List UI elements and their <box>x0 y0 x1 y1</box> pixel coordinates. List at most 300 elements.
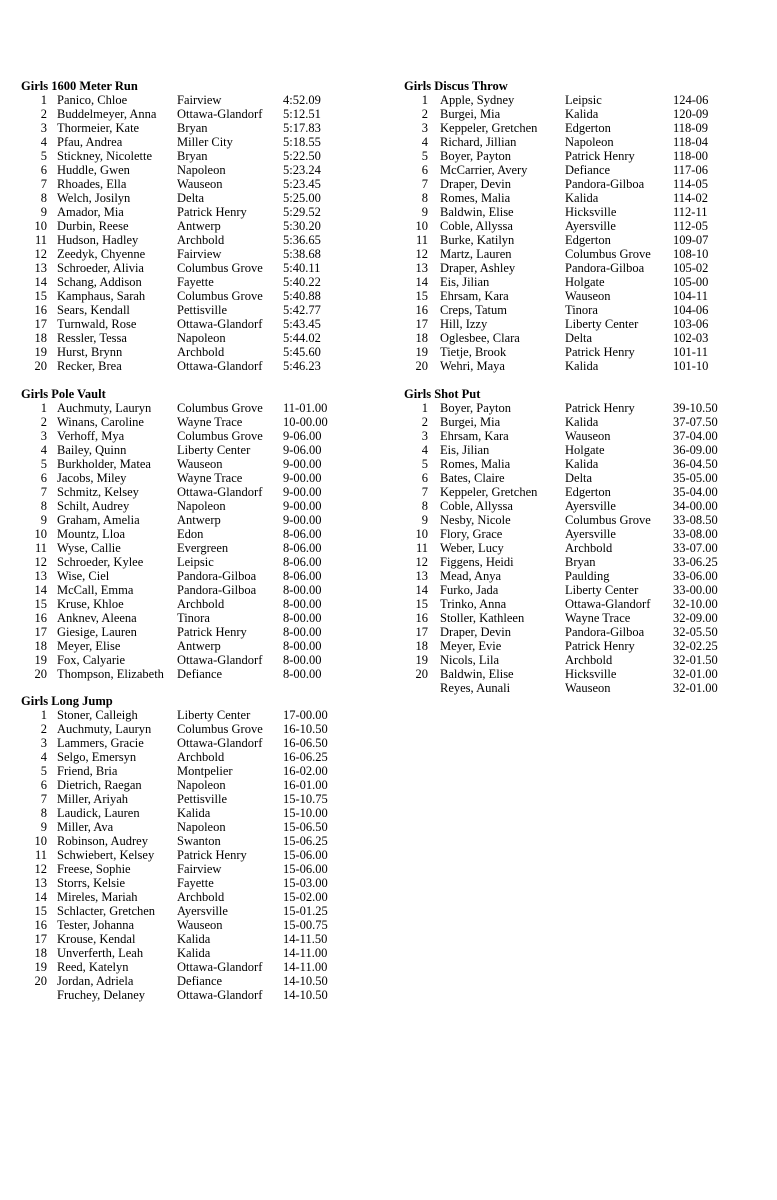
athlete-name: Zeedyk, Chyenne <box>57 247 146 261</box>
team: Delta <box>565 331 593 345</box>
mark: 11-01.00 <box>283 401 328 415</box>
result-row <box>404 639 744 653</box>
mark: 37-04.00 <box>673 429 718 443</box>
place: 13 <box>34 261 47 275</box>
athlete-name: Unverferth, Leah <box>57 946 144 960</box>
result-row <box>404 359 744 373</box>
team: Hicksville <box>565 205 617 219</box>
result-row <box>404 429 744 443</box>
athlete-name: Romes, Malia <box>440 457 511 471</box>
team: Ayersville <box>565 527 616 541</box>
mark: 32-01.50 <box>673 653 718 667</box>
place: 3 <box>40 121 47 135</box>
place: 2 <box>40 107 47 121</box>
athlete-name: Burgei, Mia <box>440 415 501 429</box>
team: Edgerton <box>565 121 611 135</box>
team: Napoleon <box>565 135 614 149</box>
mark: 5:12.51 <box>283 107 321 121</box>
mark: 5:18.55 <box>283 135 321 149</box>
team: Columbus Grove <box>565 513 651 527</box>
place: 7 <box>40 485 47 499</box>
result-row <box>404 247 744 261</box>
team: Holgate <box>565 443 605 457</box>
team: Paulding <box>565 569 610 583</box>
athlete-name: Wise, Ciel <box>57 569 110 583</box>
mark: 17-00.00 <box>283 708 328 722</box>
place: 10 <box>34 219 47 233</box>
team: Antwerp <box>177 219 221 233</box>
result-row <box>21 289 361 303</box>
mark: 14-11.00 <box>283 960 328 974</box>
result-row <box>21 946 361 960</box>
result-row <box>21 806 361 820</box>
athlete-name: Auchmuty, Lauryn <box>57 722 152 736</box>
athlete-name: Graham, Amelia <box>57 513 140 527</box>
athlete-name: Coble, Allyssa <box>440 219 513 233</box>
place: 2 <box>40 722 47 736</box>
athlete-name: Schilt, Audrey <box>57 499 130 513</box>
athlete-name: Mireles, Mariah <box>57 890 138 904</box>
place: 7 <box>421 485 428 499</box>
result-row <box>21 555 361 569</box>
team: Leipsic <box>565 93 602 107</box>
mark: 15-06.00 <box>283 862 328 876</box>
place: 14 <box>34 583 47 597</box>
place: 6 <box>40 163 47 177</box>
place: 18 <box>415 639 428 653</box>
mark: 16-10.50 <box>283 722 328 736</box>
results-list <box>21 401 361 681</box>
team: Ottawa-Glandorf <box>177 107 263 121</box>
result-row <box>21 541 361 555</box>
result-row <box>21 569 361 583</box>
team: Ayersville <box>565 499 616 513</box>
place: 13 <box>415 261 428 275</box>
mark: 5:25.00 <box>283 191 321 205</box>
athlete-name: Anknev, Aleena <box>57 611 137 625</box>
place: 16 <box>34 611 47 625</box>
team: Columbus Grove <box>177 401 263 415</box>
place: 11 <box>34 541 47 555</box>
result-row <box>21 904 361 918</box>
result-row <box>21 317 361 331</box>
team: Ottawa-Glandorf <box>177 317 263 331</box>
result-row <box>21 303 361 317</box>
mark: 8-00.00 <box>283 597 322 611</box>
mark: 5:23.24 <box>283 163 321 177</box>
athlete-name: Giesige, Lauren <box>57 625 137 639</box>
event-shot-put <box>404 387 744 695</box>
team: Pandora-Gilboa <box>177 583 257 597</box>
mark: 4:52.09 <box>283 93 321 107</box>
mark: 5:40.11 <box>283 261 321 275</box>
mark: 5:46.23 <box>283 359 321 373</box>
event-title: Girls Pole Vault <box>21 387 106 401</box>
place: 8 <box>421 191 428 205</box>
athlete-name: Miller, Ariyah <box>57 792 129 806</box>
mark: 109-07 <box>673 233 709 247</box>
result-row <box>21 527 361 541</box>
team: Edgerton <box>565 485 611 499</box>
result-row <box>404 611 744 625</box>
place: 13 <box>415 569 428 583</box>
athlete-name: Draper, Ashley <box>440 261 516 275</box>
mark: 117-06 <box>673 163 708 177</box>
team: Antwerp <box>177 513 221 527</box>
athlete-name: Meyer, Elise <box>57 639 121 653</box>
athlete-name: Huddle, Gwen <box>57 163 130 177</box>
team: Fairview <box>177 93 222 107</box>
athlete-name: Oglesbee, Clara <box>440 331 520 345</box>
team: Liberty Center <box>177 443 251 457</box>
mark: 14-11.00 <box>283 946 328 960</box>
team: Kalida <box>565 191 599 205</box>
place: 11 <box>34 848 47 862</box>
event-title: Girls Shot Put <box>404 387 481 401</box>
place: 13 <box>34 569 47 583</box>
place: 16 <box>415 611 428 625</box>
athlete-name: Schlacter, Gretchen <box>57 904 156 918</box>
team: Columbus Grove <box>177 261 263 275</box>
place: 9 <box>40 513 47 527</box>
result-row <box>21 848 361 862</box>
mark: 5:36.65 <box>283 233 321 247</box>
team: Liberty Center <box>565 317 639 331</box>
mark: 101-11 <box>673 345 708 359</box>
team: Defiance <box>565 163 611 177</box>
place: 4 <box>40 135 47 149</box>
result-row <box>404 681 744 695</box>
team: Bryan <box>177 121 208 135</box>
team: Wayne Trace <box>565 611 631 625</box>
athlete-name: Boyer, Payton <box>440 401 512 415</box>
athlete-name: Durbin, Reese <box>57 219 129 233</box>
team: Ottawa-Glandorf <box>177 988 263 1002</box>
mark: 15-03.00 <box>283 876 328 890</box>
result-row <box>404 457 744 471</box>
result-row <box>21 722 361 736</box>
mark: 8-00.00 <box>283 667 322 681</box>
mark: 5:22.50 <box>283 149 321 163</box>
result-row <box>404 261 744 275</box>
place: 16 <box>34 303 47 317</box>
athlete-name: Burgei, Mia <box>440 107 501 121</box>
place: 1 <box>40 708 47 722</box>
place: 10 <box>34 834 47 848</box>
place: 3 <box>421 429 428 443</box>
result-row <box>21 177 361 191</box>
team: Patrick Henry <box>565 345 635 359</box>
mark: 5:30.20 <box>283 219 321 233</box>
result-row <box>21 890 361 904</box>
athlete-name: Baldwin, Elise <box>440 667 514 681</box>
result-row <box>404 513 744 527</box>
athlete-name: Richard, Jillian <box>440 135 517 149</box>
mark: 5:29.52 <box>283 205 321 219</box>
result-row <box>404 471 744 485</box>
result-row <box>21 667 361 681</box>
result-row <box>21 247 361 261</box>
result-row <box>404 569 744 583</box>
team: Fairview <box>177 247 222 261</box>
mark: 103-06 <box>673 317 709 331</box>
mark: 16-06.25 <box>283 750 328 764</box>
athlete-name: Furko, Jada <box>440 583 499 597</box>
place: 4 <box>421 135 428 149</box>
result-row <box>404 93 744 107</box>
athlete-name: Auchmuty, Lauryn <box>57 401 152 415</box>
mark: 108-10 <box>673 247 709 261</box>
mark: 120-09 <box>673 107 709 121</box>
mark: 35-05.00 <box>673 471 718 485</box>
mark: 8-00.00 <box>283 653 322 667</box>
result-row <box>21 93 361 107</box>
place: 12 <box>415 555 428 569</box>
result-row <box>404 527 744 541</box>
team: Napoleon <box>177 778 226 792</box>
result-row <box>21 583 361 597</box>
place: 20 <box>415 667 428 681</box>
mark: 33-08.50 <box>673 513 718 527</box>
place: 11 <box>415 541 428 555</box>
place: 17 <box>415 317 428 331</box>
result-row <box>21 471 361 485</box>
result-row <box>21 219 361 233</box>
team: Tinora <box>177 611 210 625</box>
mark: 8-06.00 <box>283 555 322 569</box>
place: 1 <box>40 401 47 415</box>
team: Wauseon <box>565 681 611 695</box>
athlete-name: Storrs, Kelsie <box>57 876 126 890</box>
place: 9 <box>40 205 47 219</box>
team: Miller City <box>177 135 233 149</box>
result-row <box>404 163 744 177</box>
athlete-name: Winans, Caroline <box>57 415 144 429</box>
mark: 5:44.02 <box>283 331 321 345</box>
place: 15 <box>34 289 47 303</box>
place: 15 <box>34 597 47 611</box>
result-row <box>404 177 744 191</box>
mark: 5:45.60 <box>283 345 321 359</box>
athlete-name: Verhoff, Mya <box>57 429 125 443</box>
result-row <box>21 820 361 834</box>
athlete-name: McCall, Emma <box>57 583 134 597</box>
team: Patrick Henry <box>177 205 247 219</box>
athlete-name: Keppeler, Gretchen <box>440 485 538 499</box>
result-row <box>404 289 744 303</box>
athlete-name: Reed, Katelyn <box>57 960 129 974</box>
mark: 15-01.25 <box>283 904 328 918</box>
result-row <box>21 499 361 513</box>
mark: 105-00 <box>673 275 709 289</box>
athlete-name: Wehri, Maya <box>440 359 505 373</box>
event-discus-throw <box>404 79 744 373</box>
place: 15 <box>34 904 47 918</box>
result-row <box>404 499 744 513</box>
place: 11 <box>415 233 428 247</box>
athlete-name: Kruse, Khloe <box>57 597 124 611</box>
place: 1 <box>421 93 428 107</box>
result-row <box>21 764 361 778</box>
athlete-name: Coble, Allyssa <box>440 499 513 513</box>
mark: 9-00.00 <box>283 513 322 527</box>
mark: 5:40.88 <box>283 289 321 303</box>
athlete-name: Robinson, Audrey <box>57 834 148 848</box>
place: 7 <box>421 177 428 191</box>
result-row <box>21 932 361 946</box>
athlete-name: Bates, Claire <box>440 471 505 485</box>
team: Columbus Grove <box>177 429 263 443</box>
team: Ottawa-Glandorf <box>177 485 263 499</box>
team: Columbus Grove <box>177 722 263 736</box>
place: 20 <box>34 667 47 681</box>
mark: 118-09 <box>673 121 708 135</box>
mark: 8-06.00 <box>283 569 322 583</box>
athlete-name: Selgo, Emersyn <box>57 750 137 764</box>
place: 17 <box>34 932 47 946</box>
place: 19 <box>34 960 47 974</box>
team: Pettisville <box>177 303 227 317</box>
team: Napoleon <box>177 820 226 834</box>
athlete-name: Schroeder, Alivia <box>57 261 144 275</box>
team: Kalida <box>565 457 599 471</box>
team: Antwerp <box>177 639 221 653</box>
mark: 10-00.00 <box>283 415 328 429</box>
place: 9 <box>421 513 428 527</box>
athlete-name: Jordan, Adriela <box>57 974 134 988</box>
result-row <box>404 191 744 205</box>
result-row <box>21 457 361 471</box>
result-row <box>404 107 744 121</box>
place: 19 <box>34 653 47 667</box>
athlete-name: Ressler, Tessa <box>57 331 127 345</box>
team: Evergreen <box>177 541 229 555</box>
mark: 15-06.00 <box>283 848 328 862</box>
athlete-name: Eis, Jilian <box>440 275 490 289</box>
team: Kalida <box>565 415 599 429</box>
mark: 8-00.00 <box>283 639 322 653</box>
place: 4 <box>421 443 428 457</box>
mark: 5:40.22 <box>283 275 321 289</box>
athlete-name: Keppeler, Gretchen <box>440 121 538 135</box>
place: 7 <box>40 177 47 191</box>
athlete-name: Nicols, Lila <box>440 653 500 667</box>
result-row <box>21 639 361 653</box>
team: Patrick Henry <box>177 848 247 862</box>
mark: 16-01.00 <box>283 778 328 792</box>
mark: 32-05.50 <box>673 625 718 639</box>
team: Delta <box>565 471 593 485</box>
place: 8 <box>40 499 47 513</box>
mark: 33-06.25 <box>673 555 718 569</box>
athlete-name: Panico, Chloe <box>57 93 128 107</box>
athlete-name: Apple, Sydney <box>440 93 515 107</box>
athlete-name: Ehrsam, Kara <box>440 429 509 443</box>
mark: 5:38.68 <box>283 247 321 261</box>
result-row <box>21 597 361 611</box>
place: 1 <box>40 93 47 107</box>
team: Swanton <box>177 834 221 848</box>
team: Wayne Trace <box>177 415 243 429</box>
team: Wauseon <box>177 177 223 191</box>
athlete-name: Laudick, Lauren <box>57 806 140 820</box>
result-row <box>404 653 744 667</box>
place: 5 <box>40 457 47 471</box>
athlete-name: Stoller, Kathleen <box>440 611 525 625</box>
mark: 104-06 <box>673 303 709 317</box>
team: Fayette <box>177 876 214 890</box>
result-row <box>404 597 744 611</box>
result-row <box>21 792 361 806</box>
team: Ottawa-Glandorf <box>177 359 263 373</box>
team: Edgerton <box>565 233 611 247</box>
result-row <box>21 149 361 163</box>
results-list <box>404 401 744 695</box>
place: 12 <box>34 247 47 261</box>
mark: 102-03 <box>673 331 709 345</box>
athlete-name: Amador, Mia <box>57 205 124 219</box>
result-row <box>21 107 361 121</box>
mark: 8-00.00 <box>283 583 322 597</box>
result-row <box>21 205 361 219</box>
athlete-name: Miller, Ava <box>57 820 114 834</box>
place: 1 <box>421 401 428 415</box>
result-row <box>404 345 744 359</box>
athlete-name: Eis, Jilian <box>440 443 490 457</box>
result-row <box>21 485 361 499</box>
athlete-name: Flory, Grace <box>440 527 503 541</box>
place: 2 <box>421 415 428 429</box>
team: Pandora-Gilboa <box>565 625 645 639</box>
mark: 34-00.00 <box>673 499 718 513</box>
result-row <box>21 778 361 792</box>
place: 12 <box>34 555 47 569</box>
mark: 124-06 <box>673 93 709 107</box>
mark: 5:17.83 <box>283 121 321 135</box>
result-row <box>21 275 361 289</box>
place: 6 <box>40 778 47 792</box>
team: Liberty Center <box>565 583 639 597</box>
team: Patrick Henry <box>565 401 635 415</box>
place: 17 <box>415 625 428 639</box>
athlete-name: Tietje, Brook <box>440 345 507 359</box>
team: Wauseon <box>177 918 223 932</box>
team: Archbold <box>565 653 613 667</box>
athlete-name: Thormeier, Kate <box>57 121 140 135</box>
team: Pandora-Gilboa <box>565 177 645 191</box>
athlete-name: Tester, Johanna <box>57 918 135 932</box>
place: 18 <box>415 331 428 345</box>
event-title: Girls Long Jump <box>21 694 113 708</box>
mark: 9-00.00 <box>283 457 322 471</box>
result-row <box>21 359 361 373</box>
result-row <box>404 667 744 681</box>
place: 20 <box>34 974 47 988</box>
place: 5 <box>40 764 47 778</box>
place: 14 <box>34 890 47 904</box>
mark: 5:42.77 <box>283 303 321 317</box>
place: 5 <box>421 457 428 471</box>
athlete-name: Weber, Lucy <box>440 541 504 555</box>
result-row <box>21 191 361 205</box>
place: 16 <box>34 918 47 932</box>
place: 12 <box>34 862 47 876</box>
mark: 32-01.00 <box>673 681 718 695</box>
mark: 33-00.00 <box>673 583 718 597</box>
athlete-name: Creps, Tatum <box>440 303 507 317</box>
place: 18 <box>34 946 47 960</box>
athlete-name: Pfau, Andrea <box>57 135 123 149</box>
